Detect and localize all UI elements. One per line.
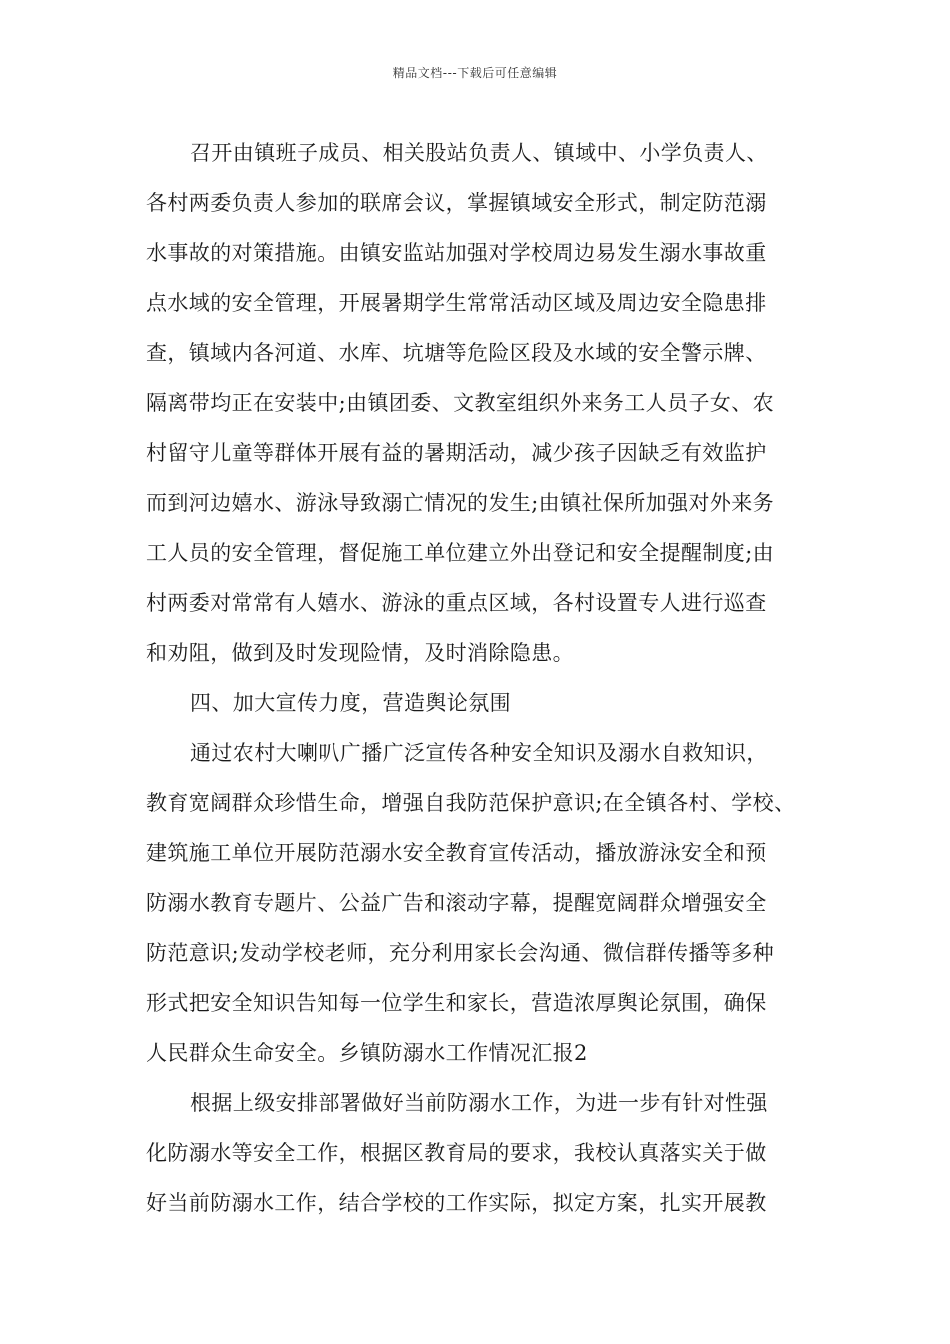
paragraph-line: 查，镇域内各河道、水库、坑塘等危险区段及水域的安全警示牌、 xyxy=(146,341,767,365)
paragraph-line: 各村两委负责人参加的联席会议，掌握镇域安全形式，制定防范溺 xyxy=(146,191,767,215)
paragraph-line: 通过农村大喇叭广播广泛宣传各种安全知识及溺水自救知识， xyxy=(190,741,768,765)
paragraph-line: 而到河边嬉水、游泳导致溺亡情况的发生;由镇社保所加强对外来务 xyxy=(146,491,775,515)
paragraph-line: 和劝阻，做到及时发现险情，及时消除隐患。 xyxy=(146,641,574,665)
paragraph-line: 好当前防溺水工作，结合学校的工作实际，拟定方案，扎实开展教 xyxy=(146,1191,767,1215)
paragraph-line: 村两委对常常有人嬉水、游泳的重点区域，各村设置专人进行巡查 xyxy=(146,591,767,615)
document-body xyxy=(146,128,814,1228)
paragraph-line: 工人员的安全管理，督促施工单位建立外出登记和安全提醒制度;由 xyxy=(146,541,775,565)
paragraph-line: 教育宽阔群众珍惜生命，增强自我防范保护意识;在全镇各村、学校、 xyxy=(146,791,796,815)
page-header: 精品文档---下载后可任意编辑 xyxy=(392,66,558,80)
section-heading: 四、加大宣传力度，营造舆论氛围 xyxy=(190,691,511,715)
paragraph-line: 建筑施工单位开展防范溺水安全教育宣传活动，播放游泳安全和预 xyxy=(146,841,767,865)
paragraph-line: 化防溺水等安全工作，根据区教育局的要求，我校认真落实关于做 xyxy=(146,1141,767,1165)
paragraph-line: 点水域的安全管理，开展暑期学生常常活动区域及周边安全隐患排 xyxy=(146,291,767,315)
paragraph-line: 人民群众生命安全。乡镇防溺水工作情况汇报2 xyxy=(146,1041,588,1065)
paragraph-line: 村留守儿童等群体开展有益的暑期活动，减少孩子因缺乏有效监护 xyxy=(146,441,767,465)
paragraph-line: 防溺水教育专题片、公益广告和滚动字幕，提醒宽阔群众增强安全 xyxy=(146,891,767,915)
paragraph-line: 召开由镇班子成员、相关股站负责人、镇域中、小学负责人、 xyxy=(190,141,768,165)
paragraph-line: 水事故的对策措施。由镇安监站加强对学校周边易发生溺水事故重 xyxy=(146,241,767,265)
paragraph-line: 隔离带均正在安装中;由镇团委、文教室组织外来务工人员子女、农 xyxy=(146,391,775,415)
paragraph-line: 防范意识;发动学校老师，充分利用家长会沟通、微信群传播等多种 xyxy=(146,941,775,965)
paragraph-line: 根据上级安排部署做好当前防溺水工作，为进一步有针对性强 xyxy=(190,1091,768,1115)
paragraph-line: 形式把安全知识告知每一位学生和家长，营造浓厚舆论氛围，确保 xyxy=(146,991,767,1015)
